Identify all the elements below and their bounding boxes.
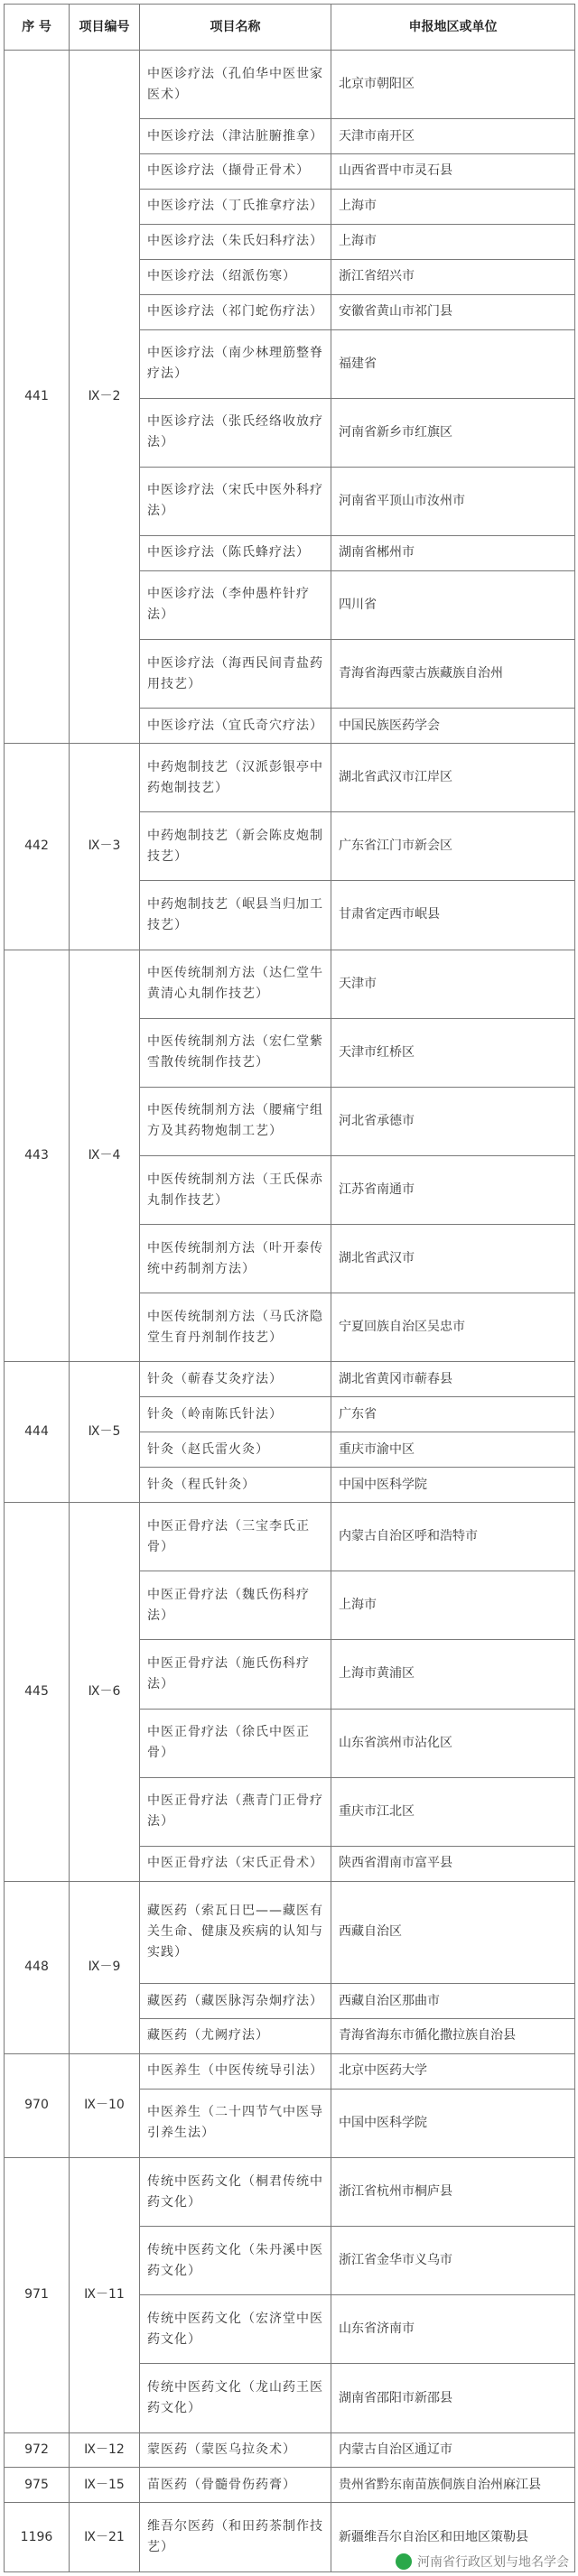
row-project-code: Ⅸ－4 xyxy=(70,950,140,1362)
applicant-place-cell: 四川省 xyxy=(331,570,575,639)
row-project-code: Ⅸ－3 xyxy=(70,744,140,950)
project-name-cell: 中医传统制剂方法（叶开泰传统中药制剂方法） xyxy=(140,1225,331,1293)
applicant-place-cell: 湖北省黄冈市蕲春县 xyxy=(331,1362,575,1397)
row-project-code: Ⅸ－15 xyxy=(70,2468,140,2503)
row-seq-number: 972 xyxy=(5,2432,70,2468)
project-name-cell: 中医诊疗法（张氏经络收放疗法） xyxy=(140,398,331,467)
applicant-place-cell: 天津市南开区 xyxy=(331,119,575,154)
project-name-cell: 中医正骨疗法（徐氏中医正骨） xyxy=(140,1709,331,1777)
project-name-cell: 中医诊疗法（津沽脏腑推拿） xyxy=(140,119,331,154)
table-row xyxy=(5,744,575,812)
applicant-place-cell: 浙江省绍兴市 xyxy=(331,259,575,294)
project-name-cell: 中药炮制技艺（岷县当归加工技艺） xyxy=(140,881,331,950)
wechat-logo-icon xyxy=(396,2553,412,2570)
row-seq-number: 975 xyxy=(5,2468,70,2503)
project-name-cell: 藏医药（索瓦日巴——藏医有关生命、健康及疾病的认知与实践） xyxy=(140,1881,331,1983)
applicant-place-cell: 陕西省渭南市富平县 xyxy=(331,1846,575,1881)
applicant-place-cell: 广东省江门市新会区 xyxy=(331,812,575,881)
applicant-place-cell: 内蒙古自治区呼和浩特市 xyxy=(331,1503,575,1571)
project-name-cell: 中医诊疗法（宜氏奇穴疗法） xyxy=(140,709,331,744)
project-name-cell: 维吾尔医药（和田药茶制作技艺） xyxy=(140,2503,331,2572)
row-project-code: Ⅸ－5 xyxy=(70,1362,140,1503)
applicant-place-cell: 山东省济南市 xyxy=(331,2295,575,2364)
applicant-place-cell: 浙江省杭州市桐庐县 xyxy=(331,2157,575,2226)
project-name-cell: 中医正骨疗法（魏氏伤科疗法） xyxy=(140,1571,331,1640)
project-name-cell: 中医传统制剂方法（马氏济隐堂生育丹剂制作技艺） xyxy=(140,1293,331,1362)
project-name-cell: 蒙医药（蒙医乌拉灸术） xyxy=(140,2432,331,2468)
applicant-place-cell: 中国中医科学院 xyxy=(331,1468,575,1503)
applicant-place-cell: 西藏自治区 xyxy=(331,1881,575,1983)
project-name-cell: 中医诊疗法（李仲愚杵针疗法） xyxy=(140,570,331,639)
applicant-place-cell: 上海市黄浦区 xyxy=(331,1640,575,1709)
applicant-place-cell: 湖北省武汉市 xyxy=(331,1225,575,1293)
applicant-place-cell: 安徽省黄山市祁门县 xyxy=(331,294,575,329)
row-seq-number: 971 xyxy=(5,2157,70,2432)
table-body xyxy=(5,51,575,2572)
applicant-place-cell: 山东省滨州市沾化区 xyxy=(331,1709,575,1777)
project-name-cell: 中医正骨疗法（施氏伤科疗法） xyxy=(140,1640,331,1709)
table-row xyxy=(5,51,575,119)
applicant-place-cell: 内蒙古自治区通辽市 xyxy=(331,2432,575,2468)
applicant-place-cell: 上海市 xyxy=(331,1571,575,1640)
row-project-code: Ⅸ－12 xyxy=(70,2432,140,2468)
row-seq-number: 443 xyxy=(5,950,70,1362)
applicant-place-cell: 浙江省金华市义乌市 xyxy=(331,2227,575,2295)
watermark-text: 河南省行政区划与地名学会 xyxy=(417,2555,569,2570)
watermark xyxy=(396,2553,569,2571)
applicant-place-cell: 上海市 xyxy=(331,189,575,224)
row-seq-number: 448 xyxy=(5,1881,70,2053)
project-name-cell: 中医传统制剂方法（王氏保赤丸制作技艺） xyxy=(140,1156,331,1225)
applicant-place-cell: 甘肃省定西市岷县 xyxy=(331,881,575,950)
project-name-cell: 苗医药（骨髓骨伤药膏） xyxy=(140,2468,331,2503)
applicant-place-cell: 新疆维吾尔自治区和田地区策勒县 xyxy=(331,2503,575,2572)
row-project-code: Ⅸ－6 xyxy=(70,1503,140,1882)
heritage-table xyxy=(4,4,575,2572)
applicant-place-cell: 天津市红桥区 xyxy=(331,1018,575,1087)
row-seq-number: 442 xyxy=(5,744,70,950)
table-row xyxy=(5,1881,575,1983)
applicant-place-cell: 广东省 xyxy=(331,1397,575,1432)
header-code: 项目编号 xyxy=(70,5,140,51)
applicant-place-cell: 西藏自治区那曲市 xyxy=(331,1984,575,2019)
applicant-place-cell: 河北省承德市 xyxy=(331,1087,575,1155)
row-project-code: Ⅸ－9 xyxy=(70,1881,140,2053)
table-row xyxy=(5,2157,575,2226)
project-name-cell: 针灸（程氏针灸） xyxy=(140,1468,331,1503)
applicant-place-cell: 北京中医药大学 xyxy=(331,2053,575,2089)
header-place: 申报地区或单位 xyxy=(331,5,575,51)
project-name-cell: 中医诊疗法（宋氏中医外科疗法） xyxy=(140,467,331,535)
project-name-cell: 中医传统制剂方法（腰痛宁组方及其药物炮制工艺） xyxy=(140,1087,331,1155)
applicant-place-cell: 福建省 xyxy=(331,329,575,398)
applicant-place-cell: 北京市朝阳区 xyxy=(331,51,575,119)
table-row xyxy=(5,2053,575,2089)
project-name-cell: 中医诊疗法（朱氏妇科疗法） xyxy=(140,224,331,259)
project-name-cell: 传统中医药文化（桐君传统中药文化） xyxy=(140,2157,331,2226)
project-name-cell: 藏医药（尤阙疗法） xyxy=(140,2019,331,2054)
project-name-cell: 中医养生（二十四节气中医导引养生法） xyxy=(140,2089,331,2157)
project-name-cell: 中医传统制剂方法（宏仁堂紫雪散传统制作技艺） xyxy=(140,1018,331,1087)
table-header-row xyxy=(5,5,575,51)
applicant-place-cell: 天津市 xyxy=(331,950,575,1018)
project-name-cell: 针灸（岭南陈氏针法） xyxy=(140,1397,331,1432)
applicant-place-cell: 中国中医科学院 xyxy=(331,2089,575,2157)
applicant-place-cell: 青海省海东市循化撒拉族自治县 xyxy=(331,2019,575,2054)
applicant-place-cell: 山西省晋中市灵石县 xyxy=(331,154,575,190)
project-name-cell: 传统中医药文化（宏济堂中医药文化） xyxy=(140,2295,331,2364)
row-seq-number: 1196 xyxy=(5,2503,70,2572)
applicant-place-cell: 宁夏回族自治区吴忠市 xyxy=(331,1293,575,1362)
project-name-cell: 中医正骨疗法（燕青门正骨疗法） xyxy=(140,1777,331,1846)
applicant-place-cell: 湖北省武汉市江岸区 xyxy=(331,744,575,812)
applicant-place-cell: 中国民族医药学会 xyxy=(331,709,575,744)
project-name-cell: 中医诊疗法（撷骨正骨术） xyxy=(140,154,331,190)
row-project-code: Ⅸ－21 xyxy=(70,2503,140,2572)
applicant-place-cell: 湖南省郴州市 xyxy=(331,535,575,570)
project-name-cell: 传统中医药文化（朱丹溪中医药文化） xyxy=(140,2227,331,2295)
table-row xyxy=(5,950,575,1018)
applicant-place-cell: 贵州省黔东南苗族侗族自治州麻江县 xyxy=(331,2468,575,2503)
project-name-cell: 中医诊疗法（绍派伤寒） xyxy=(140,259,331,294)
header-seq: 序 号 xyxy=(5,5,70,51)
project-name-cell: 传统中医药文化（龙山药王医药文化） xyxy=(140,2364,331,2432)
row-seq-number: 445 xyxy=(5,1503,70,1882)
project-name-cell: 中医养生（中医传统导引法） xyxy=(140,2053,331,2089)
row-project-code: Ⅸ－11 xyxy=(70,2157,140,2432)
row-seq-number: 444 xyxy=(5,1362,70,1503)
table-row xyxy=(5,2468,575,2503)
applicant-place-cell: 河南省平顶山市汝州市 xyxy=(331,467,575,535)
project-name-cell: 中药炮制技艺（新会陈皮炮制技艺） xyxy=(140,812,331,881)
row-project-code: Ⅸ－10 xyxy=(70,2053,140,2157)
applicant-place-cell: 湖南省邵阳市新邵县 xyxy=(331,2364,575,2432)
project-name-cell: 针灸（蕲春艾灸疗法） xyxy=(140,1362,331,1397)
table-row xyxy=(5,1503,575,1571)
header-name: 项目名称 xyxy=(140,5,331,51)
project-name-cell: 中医诊疗法（孔伯华中医世家医术） xyxy=(140,51,331,119)
applicant-place-cell: 重庆市江北区 xyxy=(331,1777,575,1846)
applicant-place-cell: 江苏省南通市 xyxy=(331,1156,575,1225)
applicant-place-cell: 青海省海西蒙古族藏族自治州 xyxy=(331,640,575,709)
project-name-cell: 中医正骨疗法（宋氏正骨术） xyxy=(140,1846,331,1881)
project-name-cell: 中医诊疗法（丁氏推拿疗法） xyxy=(140,189,331,224)
project-name-cell: 中医正骨疗法（三宝李氏正骨） xyxy=(140,1503,331,1571)
applicant-place-cell: 重庆市渝中区 xyxy=(331,1432,575,1468)
project-name-cell: 藏医药（藏医脉泻杂炯疗法） xyxy=(140,1984,331,2019)
project-name-cell: 针灸（赵氏雷火灸） xyxy=(140,1432,331,1468)
project-name-cell: 中药炮制技艺（汉派彭银亭中药炮制技艺） xyxy=(140,744,331,812)
project-name-cell: 中医诊疗法（海西民间青盐药用技艺） xyxy=(140,640,331,709)
project-name-cell: 中医传统制剂方法（达仁堂牛黄清心丸制作技艺） xyxy=(140,950,331,1018)
applicant-place-cell: 上海市 xyxy=(331,224,575,259)
table-row xyxy=(5,1362,575,1397)
table-row xyxy=(5,2432,575,2468)
project-name-cell: 中医诊疗法（祁门蛇伤疗法） xyxy=(140,294,331,329)
project-name-cell: 中医诊疗法（南少林理筋整脊疗法） xyxy=(140,329,331,398)
project-name-cell: 中医诊疗法（陈氏蜂疗法） xyxy=(140,535,331,570)
row-seq-number: 441 xyxy=(5,51,70,744)
applicant-place-cell: 河南省新乡市红旗区 xyxy=(331,398,575,467)
row-project-code: Ⅸ－2 xyxy=(70,51,140,744)
row-seq-number: 970 xyxy=(5,2053,70,2157)
